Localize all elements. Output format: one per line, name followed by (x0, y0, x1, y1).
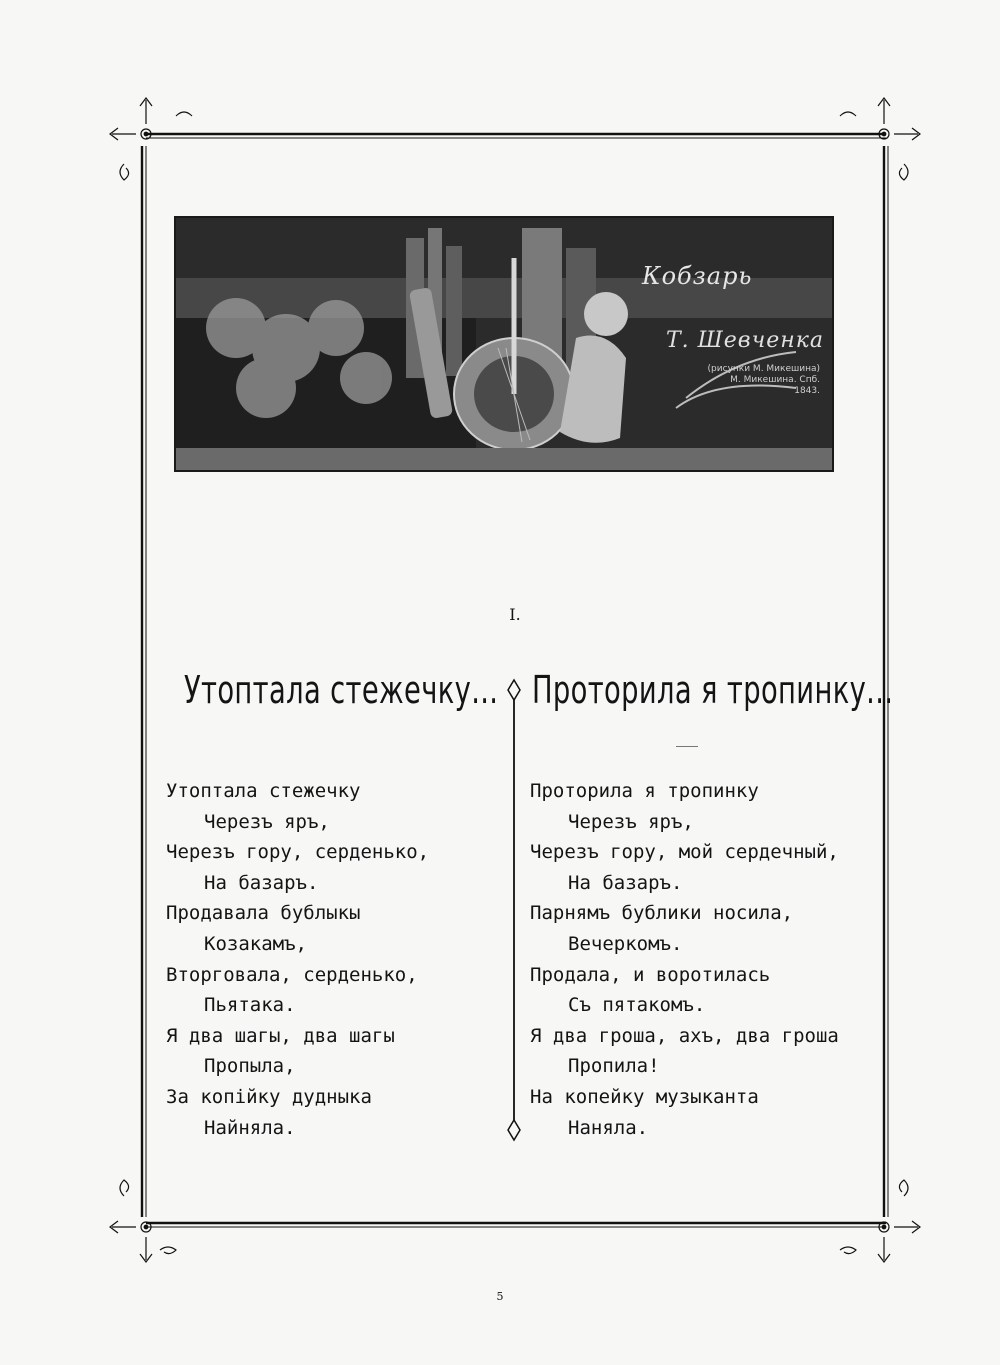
poem-line: Пропыла, (204, 1055, 296, 1078)
poem-line: Козакамъ, (204, 932, 307, 955)
poem-line: На копейку музыканта (530, 1085, 759, 1108)
vignette-caption (630, 364, 820, 397)
poem-line: Вторговала, серденько, (166, 963, 418, 986)
left-poem-title: Утоптала стежечку... (184, 668, 499, 712)
poem-line: Вечеркомъ. (568, 932, 683, 955)
poem-line: Черезъ яръ, (204, 810, 330, 833)
poem-line: Наняла. (568, 1116, 649, 1139)
vignette-caption-line: 1843. (794, 386, 820, 396)
title-vignette (174, 216, 834, 472)
right-poem-title: Проторила я тропинку... (532, 668, 894, 712)
vignette-title: Кобзарь (642, 262, 753, 290)
right-poem (530, 776, 839, 1143)
poem-line: Утоптала стежечку (166, 780, 361, 802)
vignette-caption-line: М. Микешина. Спб. (730, 375, 820, 385)
poem-line: Черезъ яръ, (568, 810, 694, 833)
poem-line: За копійку дудныка (166, 1085, 372, 1108)
poem-line: Проторила я тропинку (530, 780, 759, 802)
vignette-caption-line: (рисунки М. Микешина) (707, 364, 820, 374)
poem-line: На базаръ. (204, 871, 319, 894)
poem-line: Продала, и воротилась (530, 963, 771, 986)
poem-line: Продавала бублыкы (166, 902, 361, 925)
left-poem (166, 776, 429, 1143)
poem-line: Черезъ гору, мой сердечный, (530, 841, 839, 864)
page-number: 5 (496, 1290, 504, 1303)
poem-line: Пропила! (568, 1055, 660, 1078)
poem-line: Я два гроша, ахъ, два гроша (530, 1024, 839, 1047)
poem-line: Съ пятакомъ. (568, 994, 706, 1017)
poem-line: Я два шагы, два шагы (166, 1024, 395, 1047)
poem-line: Найняла. (204, 1116, 296, 1139)
vignette-author: Т. Шевченка (666, 328, 825, 353)
title-rule (676, 746, 698, 747)
poem-line: Черезъ гору, серденько, (166, 841, 430, 864)
poem-line: На базаръ. (568, 871, 683, 894)
poem-line: Пьятака. (204, 994, 296, 1017)
poem-line: Парнямъ бублики носила, (530, 902, 794, 925)
section-number: I. (509, 605, 521, 624)
